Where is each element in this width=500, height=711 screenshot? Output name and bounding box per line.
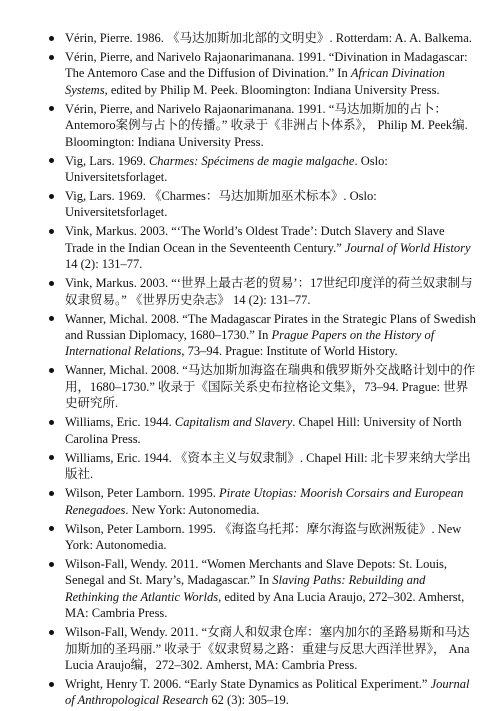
- bullet-icon: [49, 55, 54, 60]
- reference-item: [0, 30, 500, 46]
- bullet-icon: [49, 106, 54, 111]
- reference-text: Vérin, Pierre, and Narivelo Rajaonarimanana. 1991. “马达加斯加的占卜：Antemoro案例与占卜的传播。” 收录于《非洲占卜体系》， Philip M. Peek编. Bloomington: Indiana University Press.: [65, 101, 468, 149]
- bullet-icon: [49, 682, 54, 687]
- bullet-icon: [49, 420, 54, 425]
- reference-text: Vérin, Pierre. 1986. 《马达加斯加北部的文明史》. Rotterdam: A. A. Balkema.: [65, 31, 472, 45]
- reference-item: [0, 624, 500, 673]
- reference-text: 62 (3): 305–19.: [208, 693, 289, 708]
- bullet-icon: [49, 229, 54, 234]
- reference-text: . Chapel Hill: University of North Carolina Press.: [65, 415, 462, 446]
- reference-item: [0, 153, 500, 186]
- reference-text: Vig, Lars. 1969. 《Charmes：马达加斯加巫术标本》. Oslo: Universitetsforlaget.: [65, 189, 377, 220]
- reference-text: Wilson, Peter Lamborn. 1995.: [65, 486, 219, 501]
- reference-item: [0, 556, 500, 622]
- bullet-icon: [49, 630, 54, 635]
- reference-title-italic: Journal of Anthropological Research: [65, 676, 470, 708]
- reference-item: [0, 362, 500, 411]
- bullet-icon: [49, 316, 54, 321]
- reference-text: Vink, Markus. 2003. “‘世界上最古老的贸易’：17世纪印度洋的荷兰奴隶制与奴隶贸易。” 《世界历史杂志》 14 (2): 131–77.: [65, 276, 473, 307]
- bullet-icon: [49, 368, 54, 373]
- bullet-icon: [49, 281, 54, 286]
- reference-item: [0, 223, 500, 272]
- reference-title-italic: Prague Papers on the History of International Relations: [65, 328, 435, 359]
- bullet-icon: [49, 491, 54, 496]
- reference-text: Wright, Henry T. 2006. “Early State Dynamics as Political Experiment.”: [65, 676, 431, 691]
- reference-text: Wanner, Michal. 2008. “The Madagascar Pirates in the Strategic Plans of Swedish and Russian Diplomacy, 1680–1730.” In: [65, 311, 476, 343]
- reference-text: , edited by Philip M. Peek. Bloomington: Indiana University Press.: [104, 82, 440, 97]
- reference-text: Vig, Lars. 1969.: [65, 153, 149, 168]
- reference-item: [0, 311, 500, 360]
- reference-item: [0, 101, 500, 150]
- reference-item: [0, 485, 500, 518]
- reference-title-italic: Capitalism and Slavery: [174, 415, 293, 430]
- bullet-icon: [49, 36, 54, 41]
- reference-list: [0, 30, 500, 709]
- reference-text: Wilson-Fall, Wendy. 2011. “女商人和奴隶仓库：塞内加尔的圣路易斯和马达加斯加的圣玛丽.” 收录于《奴隶贸易之路：重建与反思大西洋世界》， Ana Lucia Araujo编，272–302. Amherst, MA: Cambria Press.: [65, 625, 470, 672]
- reference-text: Vérin, Pierre, and Narivelo Rajaonarimanana. 1991. “Divination in Madagascar: The Antemoro Case and the Diffusion of Divination.” In: [65, 50, 468, 81]
- reference-text: , 73–94. Prague: Institute of World History.: [181, 344, 398, 359]
- reference-text: Vink, Markus. 2003. “‘The World’s Oldest Trade’: Dutch Slavery and Slave Trade in the Indian Ocean in the Seventeenth Century.”: [65, 224, 445, 255]
- reference-text: , edited by Ana Lucia Araujo, 272–302. Amherst, MA: Cambria Press.: [65, 589, 465, 621]
- reference-title-italic: Pirate Utopias: Moorish Corsairs and European Renegadoes: [65, 486, 464, 517]
- bullet-icon: [49, 562, 54, 567]
- reference-text: Wilson-Fall, Wendy. 2011. “Women Merchants and Slave Depots: St. Louis, Senegal and St. Mary’s, Madagascar.” In: [65, 556, 448, 588]
- document-page: [0, 30, 500, 711]
- reference-item: [0, 450, 500, 483]
- bullet-icon: [49, 194, 54, 199]
- reference-item: [0, 676, 500, 709]
- reference-title-italic: Journal of World History: [344, 240, 471, 255]
- reference-title-italic: Slaving Paths: Rebuilding and Rethinking the Atlantic Worlds: [65, 573, 426, 604]
- reference-text: Williams, Eric. 1944.: [65, 415, 175, 430]
- reference-text: . Oslo: Universitetsforlaget.: [65, 153, 388, 185]
- reference-text: Wanner, Michal. 2008. “马达加斯加海盗在瑞典和俄罗斯外交战略计划中的作用，1680–1730.” 收录于《国际关系史布拉格论文集》，73–94. Prague: 世界史研究所.: [65, 363, 476, 411]
- bullet-icon: [49, 158, 54, 163]
- reference-item: [0, 275, 500, 308]
- reference-item: [0, 49, 500, 98]
- reference-text: Wilson, Peter Lamborn. 1995. 《海盗乌托邦：摩尔海盗与欧洲叛徒》. New York: Autonomedia.: [65, 521, 462, 552]
- reference-title-italic: Charmes: Spécimens de magie malgache: [148, 153, 355, 168]
- reference-text: 14 (2): 131–77.: [65, 257, 143, 272]
- reference-title-italic: African Divination Systems: [65, 66, 445, 97]
- reference-item: [0, 188, 500, 221]
- reference-item: [0, 414, 500, 447]
- reference-text: . New York: Autonomedia.: [125, 502, 260, 517]
- reference-item: [0, 521, 500, 554]
- reference-text: Williams, Eric. 1944. 《资本主义与奴隶制》. Chapel Hill: 北卡罗来纳大学出版社.: [65, 450, 471, 482]
- bullet-icon: [49, 526, 54, 531]
- bullet-icon: [49, 455, 54, 460]
